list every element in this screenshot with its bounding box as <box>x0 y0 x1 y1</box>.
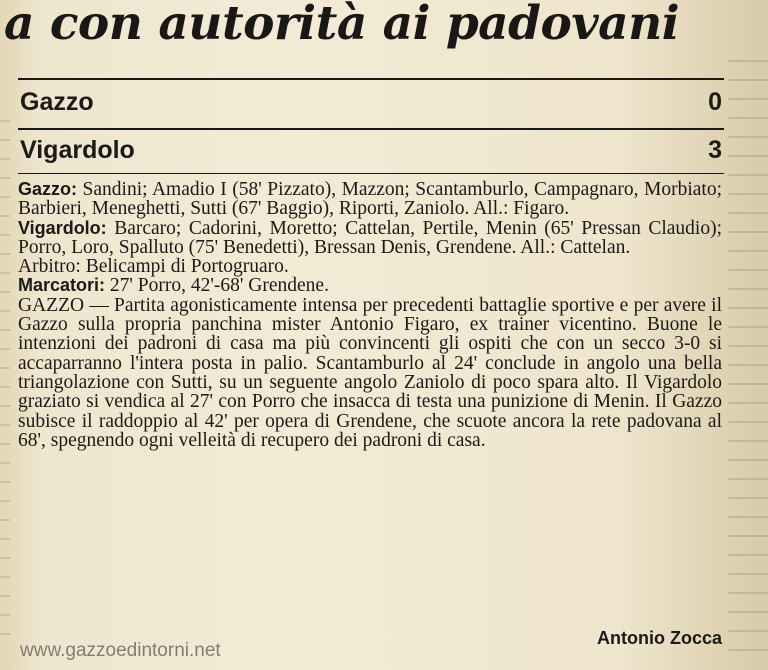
article-body <box>18 180 722 450</box>
away-team-goals: 3 <box>708 136 722 164</box>
away-team-row <box>20 136 722 165</box>
away-lineup-text: Barcaro; Cadorini, Moretto; Cattelan, Pertile, Menin (65' Pressan Claudio); Porro, Loro, Spalluto (75' Benedetti), Bressan Denis, Grendene. All.: Cattelan. <box>18 217 723 258</box>
away-lineup-label: Vigardolo: <box>18 217 107 238</box>
adjacent-column-bleed <box>0 120 10 640</box>
away-team-name: Vigardolo <box>20 136 135 164</box>
home-team-name: Gazzo <box>20 88 94 116</box>
score-bottom-rule <box>18 173 724 174</box>
home-lineup <box>18 180 722 219</box>
home-lineup-label: Gazzo: <box>18 179 78 199</box>
scorers-label: Marcatori: <box>18 275 106 296</box>
scorers-text: 27' Porro, 42'-68' Grendene. <box>109 275 329 297</box>
author-byline: Antonio Zocca <box>597 628 722 648</box>
scorers-line <box>18 276 722 295</box>
article-headline: a con autorità ai padovani <box>4 0 680 51</box>
match-report: GAZZO — Partita agonisticamente intensa per precedenti battaglie sportive e per avere il Gazzo sulla propria panchina mister Antonio Figaro, ex trainer vicentino. Buone le intenzioni dei padroni di casa ma più convincenti gli ospiti che con un secco 3-0 si accaparranno l'intera posta in palio. Scantamburlo al 24' conclude in angolo una bella triangolazione con Sutti, su un seguente angolo Zaniolo di poco spara alto. Il Vigardolo graziato si vendica al 27' con Porro che insacca di testa una punizione di Menin. Il Gazzo subisce il raddoppio al 42' per opera di Grendene, che scuote ancora la rete padovana al 68', spegnendo ogni velleità di recupero dei padroni di casa. <box>18 294 722 451</box>
score-divider <box>18 128 724 130</box>
adjacent-column-bleed-right <box>728 60 768 660</box>
away-lineup <box>18 219 722 258</box>
home-team-row <box>20 88 722 117</box>
headline-rule <box>18 78 724 80</box>
referee-line: Arbitro: Belicampi di Portogruaro. <box>18 256 289 278</box>
site-watermark: www.gazzoedintorni.net <box>20 640 221 661</box>
home-lineup-text: Sandini; Amadio I (58' Pizzato), Mazzon; Scantamburlo, Campagnaro, Morbiato; Barbieri, Meneghetti, Sutti (67' Baggio), Riporti, Zaniolo. All.: Figaro. <box>18 179 723 220</box>
home-team-goals: 0 <box>708 88 722 116</box>
